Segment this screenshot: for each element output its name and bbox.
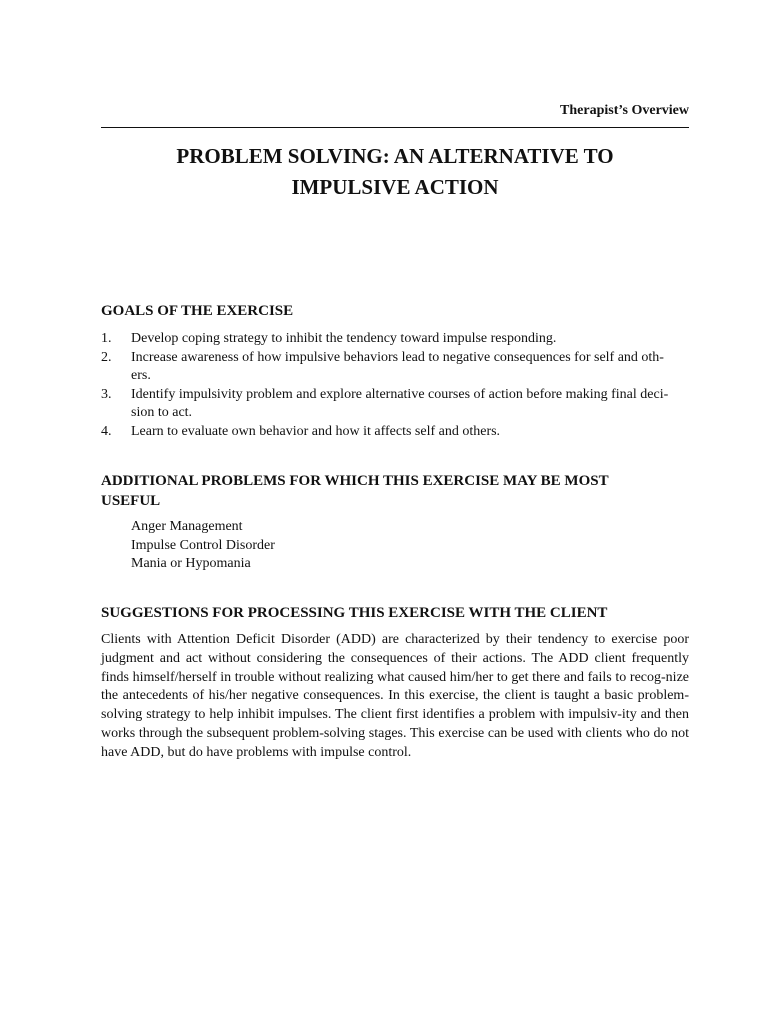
goal-number: 4. [101,423,112,439]
problem-item: Impulse Control Disorder [131,537,275,553]
additional-problems-heading-line-2: USEFUL [101,493,161,509]
goal-text: Identify impulsivity problem and explore alternative courses of action before making final deci- sion to act. [131,386,669,420]
goal-item-4 [101,423,689,442]
goal-item-1 [101,330,689,349]
running-head: Therapist’s Overview [560,103,689,118]
additional-problems-heading-line-1: ADDITIONAL PROBLEMS FOR WHICH THIS EXERCISE MAY BE MOST [101,473,609,489]
goals-heading: GOALS OF THE EXERCISE [101,303,294,319]
goal-number: 3. [101,386,112,402]
goals-list [101,330,689,441]
goal-text: Develop coping strategy to inhibit the tendency toward impulse responding. [131,331,557,346]
problem-item: Mania or Hypomania [131,556,251,571]
header-rule [101,127,689,128]
page-title [101,141,689,203]
page-title-line-2: IMPULSIVE ACTION [291,175,499,199]
goal-number: 1. [101,331,112,346]
goal-text: Increase awareness of how impulsive behaviors lead to negative consequences for self and oth- ers. [131,349,664,383]
goal-number: 2. [101,349,112,365]
suggestions-paragraph: Clients with Attention Deficit Disorder (ADD) are characterized by their tendency to exercise poor judgment and act without considering the consequences of their actions. The ADD client frequently finds himself/herself in trouble without realizing what caused him/her to get there and fails to recog-nize the antecedents of his/her negative consequences. In this exercise, the client is taught a basic problem-solving strategy to help inhibit impulses. The client first identifies a problem with impulsiv-ity and then works through the subsequent problem-solving stages. This exercise can be used with clients who do not have ADD, but do have problems with impulse control. [101,632,689,760]
goal-text: Learn to evaluate own behavior and how it affects self and others. [131,423,501,439]
goal-item-2 [101,349,689,386]
suggestions-heading: SUGGESTIONS FOR PROCESSING THIS EXERCISE WITH THE CLIENT [101,605,608,621]
page-title-line-1: PROBLEM SOLVING: AN ALTERNATIVE TO [176,144,614,168]
additional-problems-list [131,518,275,574]
goal-item-3 [101,386,689,423]
problem-item: Anger Management [131,519,243,534]
additional-problems-heading [101,471,689,511]
